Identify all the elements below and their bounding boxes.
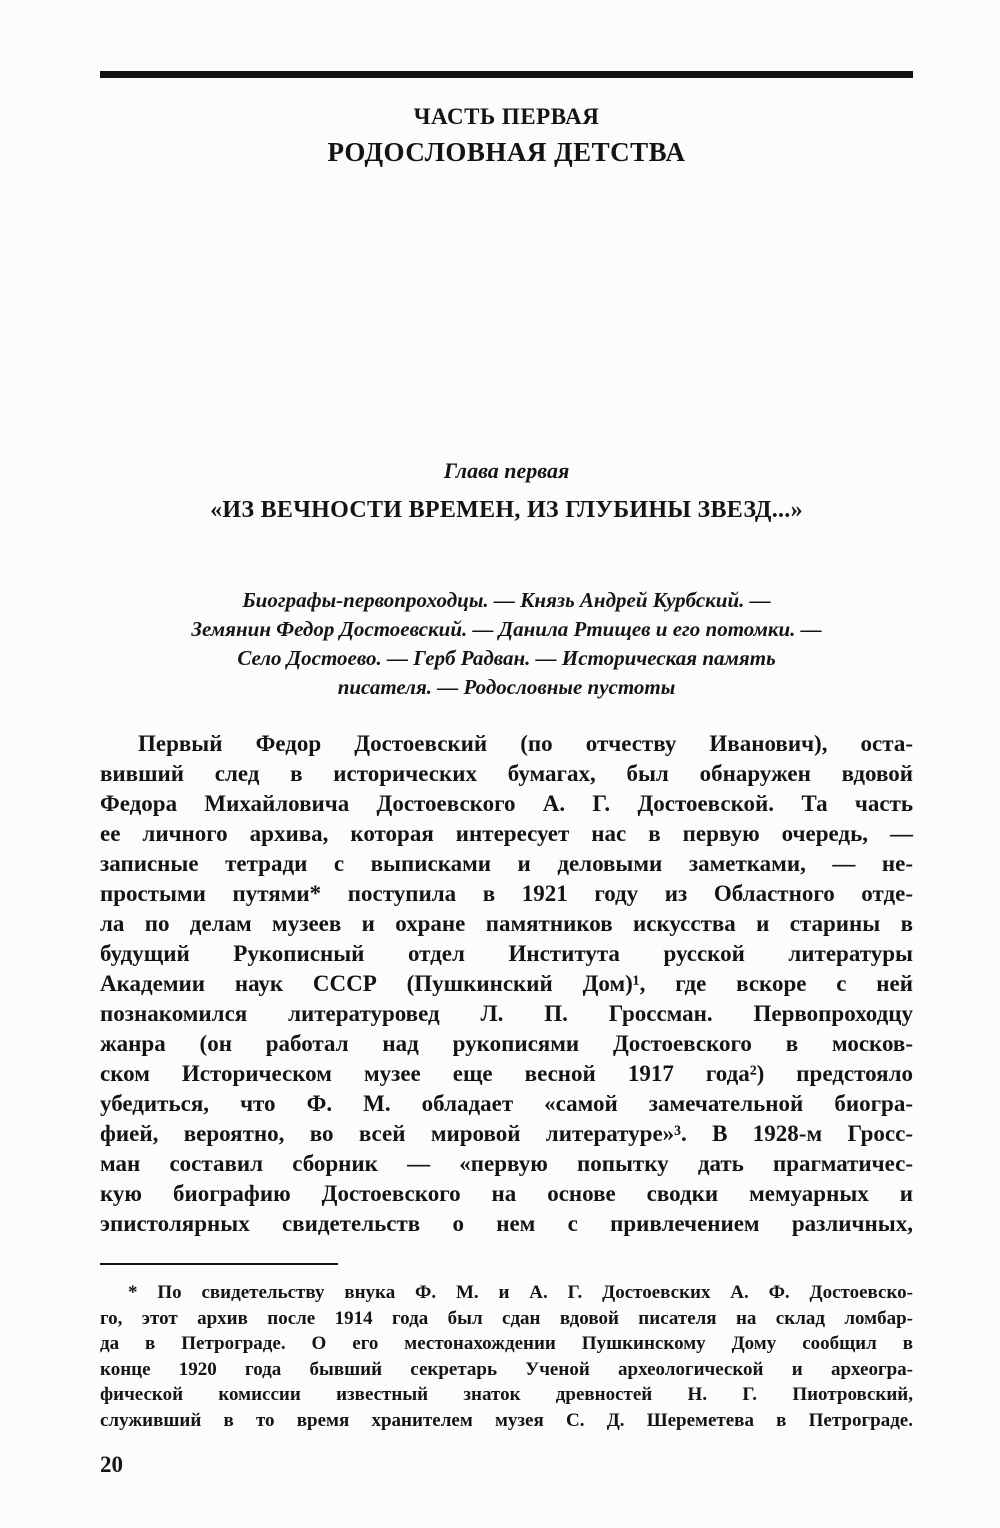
body-text-line: кую биографию Достоевского на основе сводки мемуарных и [100, 1181, 913, 1206]
body-text-line: фией, вероятно, во всей мировой литературе»³. В 1928-м Гросс- [100, 1121, 913, 1146]
footnote-text-line: да в Петрограде. О его местонахождении Пушкинскому Дому сообщил в [100, 1333, 913, 1354]
body-text-line: Академии наук СССР (Пушкинский Дом)¹, где вскоре с ней [100, 971, 913, 996]
summary-line: Биографы-первопроходцы. — Князь Андрей Курбский. — [242, 588, 771, 612]
body-text-line: жанра (он работал над рукописями Достоевского в москов- [100, 1031, 913, 1056]
part-title: РОДОСЛОВНАЯ ДЕТСТВА [327, 137, 686, 167]
part-heading [100, 104, 913, 168]
page-number: 20 [100, 1452, 123, 1477]
body-text-line: будущий Рукописный отдел Института русской литературы [100, 941, 913, 966]
part-kicker: ЧАСТЬ ПЕРВАЯ [413, 104, 600, 129]
body-text-line: вивший след в исторических бумагах, был обнаружен вдовой [100, 761, 913, 786]
footnote-text-line: конце 1920 года бывший секретарь Ученой археологической и археогра- [100, 1358, 913, 1380]
body-text-line: ман составил сборник — «первую попытку дать прагматичес- [100, 1151, 913, 1176]
summary-line: писателя. — Родословные пустоты [337, 675, 676, 699]
footnote-text-line: фической комиссии известный знаток древностей Н. Г. Пиотровский, [100, 1384, 913, 1405]
summary-line: Село Достоево. — Герб Радван. — Историческая память [237, 646, 776, 670]
chapter-title: «ИЗ ВЕЧНОСТИ ВРЕМЕН, ИЗ ГЛУБИНЫ ЗВЕЗД...» [210, 497, 803, 523]
body-text-line: записные тетради с выписками и деловыми заметками, — не- [100, 851, 913, 876]
body-text-line: познакомился литературовед Л. П. Гроссман. Первопроходцу [100, 1001, 913, 1026]
body-text-line: ском Историческом музее еще весной 1917 года²) предстояло [100, 1061, 913, 1086]
body-text-line: ее личного архива, которая интересует нас в первую очередь, — [100, 821, 913, 846]
body-paragraph [100, 729, 913, 1239]
body-text-line: простыми путями* поступила в 1921 году из Областного отде- [100, 881, 913, 906]
body-text-line: Первый Федор Достоевский (по отчеству Иванович), оста- [138, 731, 913, 756]
top-rule-divider [100, 71, 913, 78]
chapter-summary [100, 586, 913, 702]
body-text-line: убедиться, что Ф. М. обладает «самой замечательной биогра- [100, 1091, 913, 1116]
footnote-separator [100, 1263, 338, 1265]
footnote [100, 1280, 913, 1433]
footnote-text-line: го, этот архив после 1914 года был сдан вдовой писателя на склад ломбар- [100, 1307, 913, 1329]
body-text-line: Федора Михайловича Достоевского А. Г. Достоевской. Та часть [100, 791, 913, 816]
chapter-kicker: Глава первая [443, 458, 570, 483]
summary-line: Земянин Федор Достоевский. — Данила Ртищев и его потомки. — [191, 617, 822, 641]
body-text-line: эпистолярных свидетельств о нем с привлечением различных, [100, 1211, 913, 1236]
footnote-text-line: * По свидетельству внука Ф. М. и А. Г. Достоевских А. Ф. Достоевско- [128, 1282, 913, 1303]
footnote-text-line: служивший в то время хранителем музея С. Д. Шереметева в Петрограде. [100, 1409, 913, 1431]
body-text-line: ла по делам музеев и охране памятников искусства и старины в [100, 911, 913, 936]
